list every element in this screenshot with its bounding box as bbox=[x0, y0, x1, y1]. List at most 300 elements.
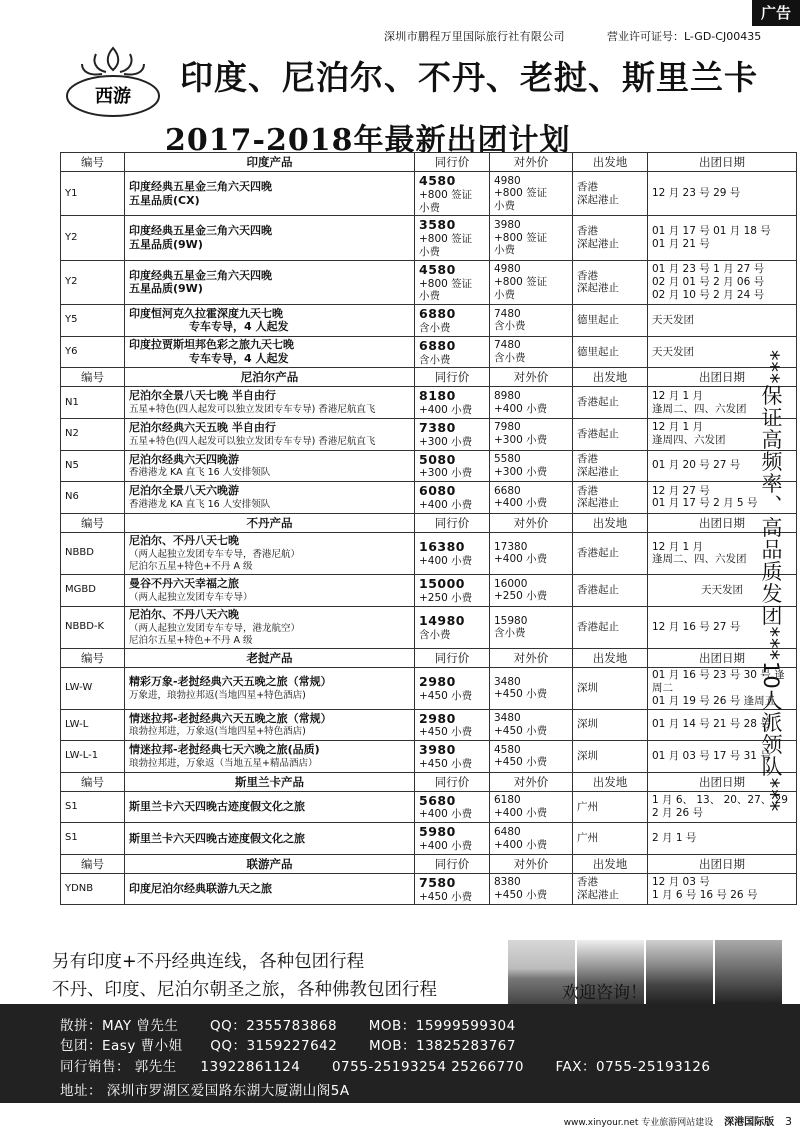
tour-row[interactable] bbox=[61, 741, 797, 773]
section-category: 尼泊尔产品 bbox=[125, 368, 415, 387]
side-slogan: ***保证高频率、高品质发团***10人派领队*** bbox=[759, 350, 783, 813]
retail-price-value: 3480 bbox=[494, 675, 521, 688]
contact-row-group bbox=[60, 1034, 516, 1054]
trade-price bbox=[415, 668, 490, 709]
column-header-trade-price: 同行价 bbox=[415, 368, 490, 387]
retail-price-extra: +400 小费 bbox=[494, 402, 548, 415]
extra-tours-line-1: 另有印度+不丹经典连线，各种包团行程 bbox=[52, 952, 365, 972]
trade-price-extra: +450 小费 bbox=[419, 689, 473, 702]
tour-title: 印度恒河克久拉霍深度九天七晚 bbox=[129, 306, 283, 320]
cliff-monastery-photo bbox=[715, 940, 782, 1004]
contact-qq: QQ：3159227642 bbox=[210, 1038, 338, 1054]
column-header-retail-price: 对外价 bbox=[490, 368, 573, 387]
retail-price-extra: +400 小费 bbox=[494, 497, 548, 510]
trade-price bbox=[415, 709, 490, 741]
trade-price-value: 4580 bbox=[419, 261, 456, 277]
retail-price-value: 4980 bbox=[494, 174, 521, 187]
departure: 德里起止 bbox=[573, 336, 648, 368]
departure-dates: 12 月 27 号 01 月 17 号 2 月 5 号 bbox=[648, 482, 797, 514]
retail-price-value: 7480 bbox=[494, 307, 521, 320]
column-header-trade-price: 同行价 bbox=[415, 772, 490, 791]
departure: 广州 bbox=[573, 823, 648, 855]
departure: 深圳 bbox=[573, 668, 648, 709]
column-header-trade-price: 同行价 bbox=[415, 513, 490, 532]
departure: 香港起止 bbox=[573, 532, 648, 574]
trade-price-value: 4580 bbox=[419, 173, 456, 188]
contact-mobile: MOB：13825283767 bbox=[368, 1038, 516, 1054]
retail-price bbox=[490, 873, 573, 905]
retail-price-extra: +400 小费 bbox=[494, 806, 548, 819]
retail-price bbox=[490, 823, 573, 855]
trade-price bbox=[415, 873, 490, 905]
departure: 深圳 bbox=[573, 709, 648, 741]
retail-price-value: 3480 bbox=[494, 712, 521, 724]
tour-product bbox=[125, 668, 415, 709]
column-header-departure: 出发地 bbox=[573, 772, 648, 791]
section-header-row bbox=[61, 513, 797, 532]
column-header-code: 编号 bbox=[61, 649, 125, 668]
trade-price-extra: +400 小费 bbox=[419, 554, 473, 567]
tour-note: 香港港龙 KA 直飞 16 人安排领队 bbox=[129, 498, 271, 510]
tour-product bbox=[125, 216, 415, 260]
tour-code: MGBD bbox=[61, 575, 125, 607]
tour-title: 印度经典五星金三角六天四晚 bbox=[129, 179, 272, 193]
retail-price-extra: +300 小费 bbox=[494, 434, 548, 447]
retail-price-extra: 含小费 bbox=[494, 352, 526, 365]
tour-product bbox=[125, 575, 415, 607]
trade-price bbox=[415, 450, 490, 482]
contact-qq: QQ：2355783868 bbox=[209, 1018, 338, 1034]
trade-price-value: 6080 bbox=[419, 483, 456, 499]
column-header-code: 编号 bbox=[61, 153, 125, 172]
retail-price bbox=[490, 305, 573, 337]
trade-price bbox=[415, 260, 490, 304]
departure: 香港 深起港止 bbox=[573, 873, 648, 905]
retail-price bbox=[490, 260, 573, 304]
contact-row-trade bbox=[60, 1055, 710, 1075]
tour-product bbox=[125, 606, 415, 648]
column-header-dates: 出团日期 bbox=[648, 649, 797, 668]
column-header-trade-price: 同行价 bbox=[415, 153, 490, 172]
retail-price-extra: +450 小费 bbox=[494, 756, 548, 769]
tour-product bbox=[125, 791, 415, 823]
column-header-departure: 出发地 bbox=[573, 153, 648, 172]
license-number: 营业许可证号：L-GD-CJ00435 bbox=[607, 30, 762, 43]
departure: 香港起止 bbox=[573, 575, 648, 607]
company-name: 深圳市鹏程万里国际旅行社有限公司 bbox=[384, 30, 565, 43]
page-footer bbox=[564, 1113, 792, 1128]
tour-product bbox=[125, 172, 415, 216]
trade-price-extra: 含小费 bbox=[419, 353, 451, 366]
tour-title: 情迷拉邦-老挝经典七天六晚之旅(品质) bbox=[129, 743, 320, 757]
column-header-dates: 出团日期 bbox=[648, 153, 797, 172]
section-header-row bbox=[61, 854, 797, 873]
retail-price bbox=[490, 791, 573, 823]
main-title: 印度、尼泊尔、不丹、老挝、斯里兰卡 bbox=[180, 58, 758, 97]
retail-price-extra: +450 小费 bbox=[494, 688, 548, 701]
tour-product bbox=[125, 336, 415, 368]
trade-price-value: 6880 bbox=[419, 306, 456, 322]
tour-code: NBBD-K bbox=[61, 606, 125, 648]
tour-row[interactable] bbox=[61, 482, 797, 514]
column-header-retail-price: 对外价 bbox=[490, 772, 573, 791]
tour-title: 斯里兰卡六天四晚古迹度假文化之旅 bbox=[129, 800, 305, 814]
retail-price-value: 6680 bbox=[494, 484, 521, 497]
trade-price-extra: +300 小费 bbox=[419, 467, 473, 480]
tour-title: 印度尼泊尔经典联游九天之旅 bbox=[129, 882, 272, 896]
contact-phone: 0755-25193254 25266770 bbox=[331, 1059, 524, 1075]
tour-code: N6 bbox=[61, 482, 125, 514]
trade-price-value: 5080 bbox=[419, 451, 456, 467]
departure-dates: 天天发团 bbox=[648, 336, 797, 368]
retail-price-extra: +800 签证 小费 bbox=[494, 276, 548, 301]
trade-price-value: 14980 bbox=[419, 613, 465, 629]
column-header-retail-price: 对外价 bbox=[490, 153, 573, 172]
tour-subtitle: 专车专导，4 人起发 bbox=[189, 352, 289, 366]
trade-price-value: 15000 bbox=[419, 576, 465, 592]
retail-price-value: 8380 bbox=[494, 876, 521, 889]
retail-price-value: 6480 bbox=[494, 825, 521, 838]
retail-price-value: 17380 bbox=[494, 540, 528, 553]
tour-title: 情迷拉邦-老挝经典六天五晚之旅（常规） bbox=[129, 711, 332, 725]
retail-price-value: 4980 bbox=[494, 263, 521, 276]
tour-note: （两人起独立发团专车专导） bbox=[129, 591, 253, 603]
trade-price-extra: 含小费 bbox=[419, 321, 451, 334]
departure-dates: 1 月 6、 13、 20、27、 29 2 月 26 号 bbox=[648, 791, 797, 823]
sub-title: 2017-2018年最新出团计划 bbox=[165, 123, 571, 158]
tour-row[interactable] bbox=[61, 791, 797, 823]
trade-price bbox=[415, 336, 490, 368]
retail-price-value: 4580 bbox=[494, 743, 521, 756]
column-header-departure: 出发地 bbox=[573, 513, 648, 532]
trade-price-value: 2980 bbox=[419, 710, 456, 726]
trade-price-extra: +450 小费 bbox=[419, 757, 473, 770]
tour-product bbox=[125, 823, 415, 855]
retail-price bbox=[490, 532, 573, 574]
trade-price-value: 5980 bbox=[419, 824, 456, 840]
trade-price-extra: +400 小费 bbox=[419, 498, 473, 511]
trade-price-extra: 含小费 bbox=[419, 628, 451, 641]
tour-product bbox=[125, 873, 415, 905]
column-header-dates: 出团日期 bbox=[648, 368, 797, 387]
retail-price bbox=[490, 336, 573, 368]
trade-price bbox=[415, 606, 490, 648]
column-header-retail-price: 对外价 bbox=[490, 854, 573, 873]
trade-price bbox=[415, 532, 490, 574]
column-header-code: 编号 bbox=[61, 513, 125, 532]
trade-price-extra: +800 签证 小费 bbox=[419, 188, 473, 214]
footer-site: www.xinyour.net 专业旅游网站建设 bbox=[563, 1118, 714, 1128]
retail-price-extra: +800 签证 小费 bbox=[494, 231, 548, 257]
tour-code: Y5 bbox=[61, 305, 125, 337]
departure: 德里起止 bbox=[573, 305, 648, 337]
tour-title: 印度拉贾斯坦邦色彩之旅九天七晚 bbox=[129, 338, 294, 352]
trade-price bbox=[415, 305, 490, 337]
retail-price-extra: +450 小费 bbox=[494, 724, 548, 737]
tour-code: Y2 bbox=[61, 216, 125, 260]
tour-code: Y2 bbox=[61, 260, 125, 304]
trade-price-extra: +450 小费 bbox=[419, 890, 473, 903]
tour-title: 尼泊尔经典六天四晚游 bbox=[129, 452, 239, 466]
tour-product bbox=[125, 709, 415, 741]
tour-note: 琅勃拉邦进，万象返（当地五星+精品酒店） bbox=[129, 757, 318, 769]
departure: 香港 深起港止 bbox=[573, 482, 648, 514]
departure: 香港 深起港止 bbox=[573, 172, 648, 216]
tour-code: LW-L-1 bbox=[61, 741, 125, 773]
trade-price-value: 7380 bbox=[419, 419, 456, 435]
trade-price-value: 8180 bbox=[419, 388, 456, 404]
tour-code: N5 bbox=[61, 450, 125, 482]
retail-price bbox=[490, 418, 573, 450]
departure-dates: 12 月 03 号 1 月 6 号 16 号 26 号 bbox=[648, 873, 797, 905]
retail-price bbox=[490, 575, 573, 607]
trade-price bbox=[415, 418, 490, 450]
page-number: 3 bbox=[785, 1115, 792, 1128]
tour-row[interactable] bbox=[61, 260, 797, 304]
welcome-text: 欢迎咨询！ bbox=[562, 983, 647, 1003]
tour-row[interactable] bbox=[61, 606, 797, 648]
logo-text: 西游 bbox=[95, 86, 131, 107]
column-header-code: 编号 bbox=[61, 772, 125, 791]
trade-price-value: 2980 bbox=[419, 674, 456, 689]
section-header-row bbox=[61, 772, 797, 791]
column-header-code: 编号 bbox=[61, 368, 125, 387]
trade-price-extra: +300 小费 bbox=[419, 435, 473, 448]
retail-price bbox=[490, 668, 573, 709]
tour-code: S1 bbox=[61, 791, 125, 823]
retail-price bbox=[490, 450, 573, 482]
extra-tours-line-2: 不丹、印度、尼泊尔朝圣之旅，各种佛教包团行程 bbox=[52, 980, 437, 1000]
retail-price-extra: 含小费 bbox=[494, 320, 526, 333]
trade-price bbox=[415, 387, 490, 419]
departure-dates: 天天发团 bbox=[648, 575, 797, 607]
trade-price bbox=[415, 823, 490, 855]
retail-price-extra: +450 小费 bbox=[494, 889, 548, 902]
column-header-dates: 出团日期 bbox=[648, 513, 797, 532]
departure-dates: 01 月 03 号 17 号 31 号 bbox=[648, 741, 797, 773]
trade-price-extra: +250 小费 bbox=[419, 591, 473, 604]
departure-dates: 天天发团 bbox=[648, 305, 797, 337]
departure-dates: 2 月 1 号 bbox=[648, 823, 797, 855]
contact-name: 包团：Easy 曹小姐 bbox=[60, 1038, 183, 1054]
section-category: 斯里兰卡产品 bbox=[125, 772, 415, 791]
trade-price-extra: +800 签证 小费 bbox=[419, 277, 473, 303]
departure-dates: 01 月 17 号 01 月 18 号 01 月 21 号 bbox=[648, 216, 797, 260]
retail-price-extra: +800 签证 小费 bbox=[494, 187, 548, 213]
magazine-name: 深港国际版 bbox=[724, 1117, 775, 1128]
contact-fax: FAX：0755-25193126 bbox=[555, 1059, 711, 1075]
retail-price bbox=[490, 606, 573, 648]
section-category: 印度产品 bbox=[125, 153, 415, 172]
retail-price-extra: +400 小费 bbox=[494, 838, 548, 851]
tour-row[interactable] bbox=[61, 450, 797, 482]
trade-price-extra: +800 签证 小费 bbox=[419, 233, 473, 258]
tour-note: 琅勃拉邦进，万象返(当地四星+特色酒店) bbox=[129, 726, 306, 738]
retail-price-extra: +400 小费 bbox=[494, 553, 548, 566]
column-header-retail-price: 对外价 bbox=[490, 649, 573, 668]
retail-price bbox=[490, 387, 573, 419]
departure-dates: 01 月 16 号 23 号 30 号 逢周二 01 月 19 号 26 号 逢周五 bbox=[648, 668, 797, 709]
tour-title: 尼泊尔全景八天六晚游 bbox=[129, 484, 239, 498]
trade-price bbox=[415, 482, 490, 514]
tour-title: 曼谷不丹六天幸福之旅 bbox=[129, 577, 239, 591]
trade-price-value: 16380 bbox=[419, 539, 465, 555]
column-header-dates: 出团日期 bbox=[648, 854, 797, 873]
trade-price bbox=[415, 216, 490, 260]
tour-product bbox=[125, 387, 415, 419]
tour-title: 尼泊尔经典六天五晚 半自由行 bbox=[129, 420, 276, 434]
tour-code: N2 bbox=[61, 418, 125, 450]
tour-title: 印度经典五星金三角六天四晚 bbox=[129, 224, 272, 238]
section-header-row bbox=[61, 153, 797, 172]
address: 地址： 深圳市罗湖区爱国路东湖大厦湖山阁5A bbox=[60, 1083, 350, 1099]
retail-price-value: 8980 bbox=[494, 389, 521, 402]
tour-code: LW-L bbox=[61, 709, 125, 741]
section-category: 不丹产品 bbox=[125, 513, 415, 532]
section-header-row bbox=[61, 649, 797, 668]
trade-price-value: 3580 bbox=[419, 217, 456, 233]
tour-code: NBBD bbox=[61, 532, 125, 574]
contact-panel bbox=[0, 1004, 800, 1103]
pagoda-photo bbox=[646, 940, 713, 1004]
tour-code: LW-W bbox=[61, 668, 125, 709]
retail-price-value: 6180 bbox=[494, 794, 521, 807]
tour-row[interactable] bbox=[61, 668, 797, 709]
tour-code: N1 bbox=[61, 387, 125, 419]
tour-product bbox=[125, 450, 415, 482]
tour-note: 香港港龙 KA 直飞 16 人安排领队 bbox=[129, 467, 271, 479]
departure-dates: 01 月 20 号 27 号 bbox=[648, 450, 797, 482]
trade-price-value: 3980 bbox=[419, 742, 456, 758]
retail-price-value: 7480 bbox=[494, 339, 521, 352]
tour-code: YDNB bbox=[61, 873, 125, 905]
retail-price-value: 5580 bbox=[494, 453, 521, 466]
tour-row[interactable] bbox=[61, 418, 797, 450]
trade-price-value: 7580 bbox=[419, 874, 456, 890]
tour-product bbox=[125, 482, 415, 514]
departure-dates: 12 月 16 号 27 号 bbox=[648, 606, 797, 648]
retail-price-extra: 含小费 bbox=[494, 627, 526, 640]
departure: 广州 bbox=[573, 791, 648, 823]
tour-note: （两人起独立发团专车专导，香港尼航） 尼泊尔五星+特色+不丹 A 级 bbox=[129, 548, 301, 573]
tour-row[interactable] bbox=[61, 216, 797, 260]
trade-price-extra: +400 小费 bbox=[419, 808, 473, 821]
trade-price bbox=[415, 741, 490, 773]
tour-code: S1 bbox=[61, 823, 125, 855]
tour-note: 五星+特色(四人起发可以独立发团专车专导) 香港尼航直飞 bbox=[129, 435, 376, 447]
tour-row[interactable] bbox=[61, 709, 797, 741]
retail-price-value: 3980 bbox=[494, 218, 521, 231]
tour-schedule-table bbox=[60, 152, 797, 905]
retail-price-value: 15980 bbox=[494, 614, 528, 627]
column-header-trade-price: 同行价 bbox=[415, 854, 490, 873]
ad-tag: 广告 bbox=[752, 0, 800, 26]
tour-title: 斯里兰卡六天四晚古迹度假文化之旅 bbox=[129, 831, 305, 845]
tour-product bbox=[125, 418, 415, 450]
column-header-trade-price: 同行价 bbox=[415, 649, 490, 668]
tour-row[interactable] bbox=[61, 305, 797, 337]
departure: 香港起止 bbox=[573, 418, 648, 450]
contact-name: 同行销售： 郭先生 bbox=[60, 1059, 177, 1075]
contact-name: 散拼：MAY 曾先生 bbox=[60, 1018, 179, 1034]
tour-note: （两人起独立发团专车专导，港龙航空） 尼泊尔五星+特色+不丹 A 级 bbox=[129, 622, 301, 647]
retail-price bbox=[490, 172, 573, 216]
trade-price-extra: +400 小费 bbox=[419, 840, 473, 853]
departure-dates: 12 月 23 号 29 号 bbox=[648, 172, 797, 216]
column-header-code: 编号 bbox=[61, 854, 125, 873]
trade-price-extra: +400 小费 bbox=[419, 404, 473, 417]
tour-title: 精彩万象-老挝经典六天五晚之旅（常规） bbox=[129, 675, 332, 688]
trade-price-value: 6880 bbox=[419, 337, 456, 353]
tour-subtitle: 五星品质(9W) bbox=[129, 238, 203, 252]
agency-logo bbox=[58, 42, 168, 122]
departure: 香港起止 bbox=[573, 606, 648, 648]
retail-price bbox=[490, 709, 573, 741]
column-header-retail-price: 对外价 bbox=[490, 513, 573, 532]
tour-title: 印度经典五星金三角六天四晚 bbox=[129, 268, 272, 282]
retail-price-value: 16000 bbox=[494, 577, 528, 590]
trade-price bbox=[415, 791, 490, 823]
tour-product bbox=[125, 532, 415, 574]
tour-subtitle: 五星品质(CX) bbox=[129, 193, 200, 207]
trade-price-value: 5680 bbox=[419, 792, 456, 808]
departure: 香港 深起港止 bbox=[573, 216, 648, 260]
departure: 香港 深起港止 bbox=[573, 260, 648, 304]
tour-subtitle: 专车专导，4 人起发 bbox=[189, 320, 289, 334]
retail-price-value: 7980 bbox=[494, 421, 521, 434]
tour-product bbox=[125, 741, 415, 773]
tour-code: Y1 bbox=[61, 172, 125, 216]
retail-price bbox=[490, 216, 573, 260]
tour-row[interactable] bbox=[61, 172, 797, 216]
trade-price-extra: +450 小费 bbox=[419, 726, 473, 739]
retail-price-extra: +300 小费 bbox=[494, 465, 548, 478]
departure-dates: 12 月 1 月 逢周二、四、六发团 bbox=[648, 387, 797, 419]
trade-price bbox=[415, 172, 490, 216]
tour-row[interactable] bbox=[61, 873, 797, 905]
tour-title: 尼泊尔、不丹八天六晚 bbox=[129, 607, 239, 621]
tour-code: Y6 bbox=[61, 336, 125, 368]
tour-row[interactable] bbox=[61, 532, 797, 574]
tour-note: 五星+特色(四人起发可以独立发团专车专导) 香港尼航直飞 bbox=[129, 404, 376, 416]
retail-price bbox=[490, 482, 573, 514]
departure: 深圳 bbox=[573, 741, 648, 773]
tour-row[interactable] bbox=[61, 823, 797, 855]
section-category: 联游产品 bbox=[125, 854, 415, 873]
tour-product bbox=[125, 305, 415, 337]
departure-dates: 01 月 23 号 1 月 27 号 02 月 01 号 2 月 06 号 02 月 10 号 2 月 24 号 bbox=[648, 260, 797, 304]
departure-dates: 12 月 1 月 逢周二、四、六发团 bbox=[648, 532, 797, 574]
tour-row[interactable] bbox=[61, 575, 797, 607]
trade-price bbox=[415, 575, 490, 607]
tour-title: 尼泊尔全景八天七晚 半自由行 bbox=[129, 389, 276, 403]
contact-row-individual bbox=[60, 1014, 516, 1034]
tour-title: 尼泊尔、不丹八天七晚 bbox=[129, 533, 239, 547]
section-header-row bbox=[61, 368, 797, 387]
column-header-departure: 出发地 bbox=[573, 854, 648, 873]
tour-row[interactable] bbox=[61, 387, 797, 419]
tour-row[interactable] bbox=[61, 336, 797, 368]
section-category: 老挝产品 bbox=[125, 649, 415, 668]
departure: 香港 深起港止 bbox=[573, 450, 648, 482]
departure: 香港起止 bbox=[573, 387, 648, 419]
column-header-departure: 出发地 bbox=[573, 649, 648, 668]
contact-mobile: MOB：15999599304 bbox=[368, 1018, 516, 1034]
tour-subtitle: 五星品质(9W) bbox=[129, 282, 203, 296]
column-header-departure: 出发地 bbox=[573, 368, 648, 387]
column-header-dates: 出团日期 bbox=[648, 772, 797, 791]
contact-mobile: 13922861124 bbox=[200, 1059, 301, 1075]
